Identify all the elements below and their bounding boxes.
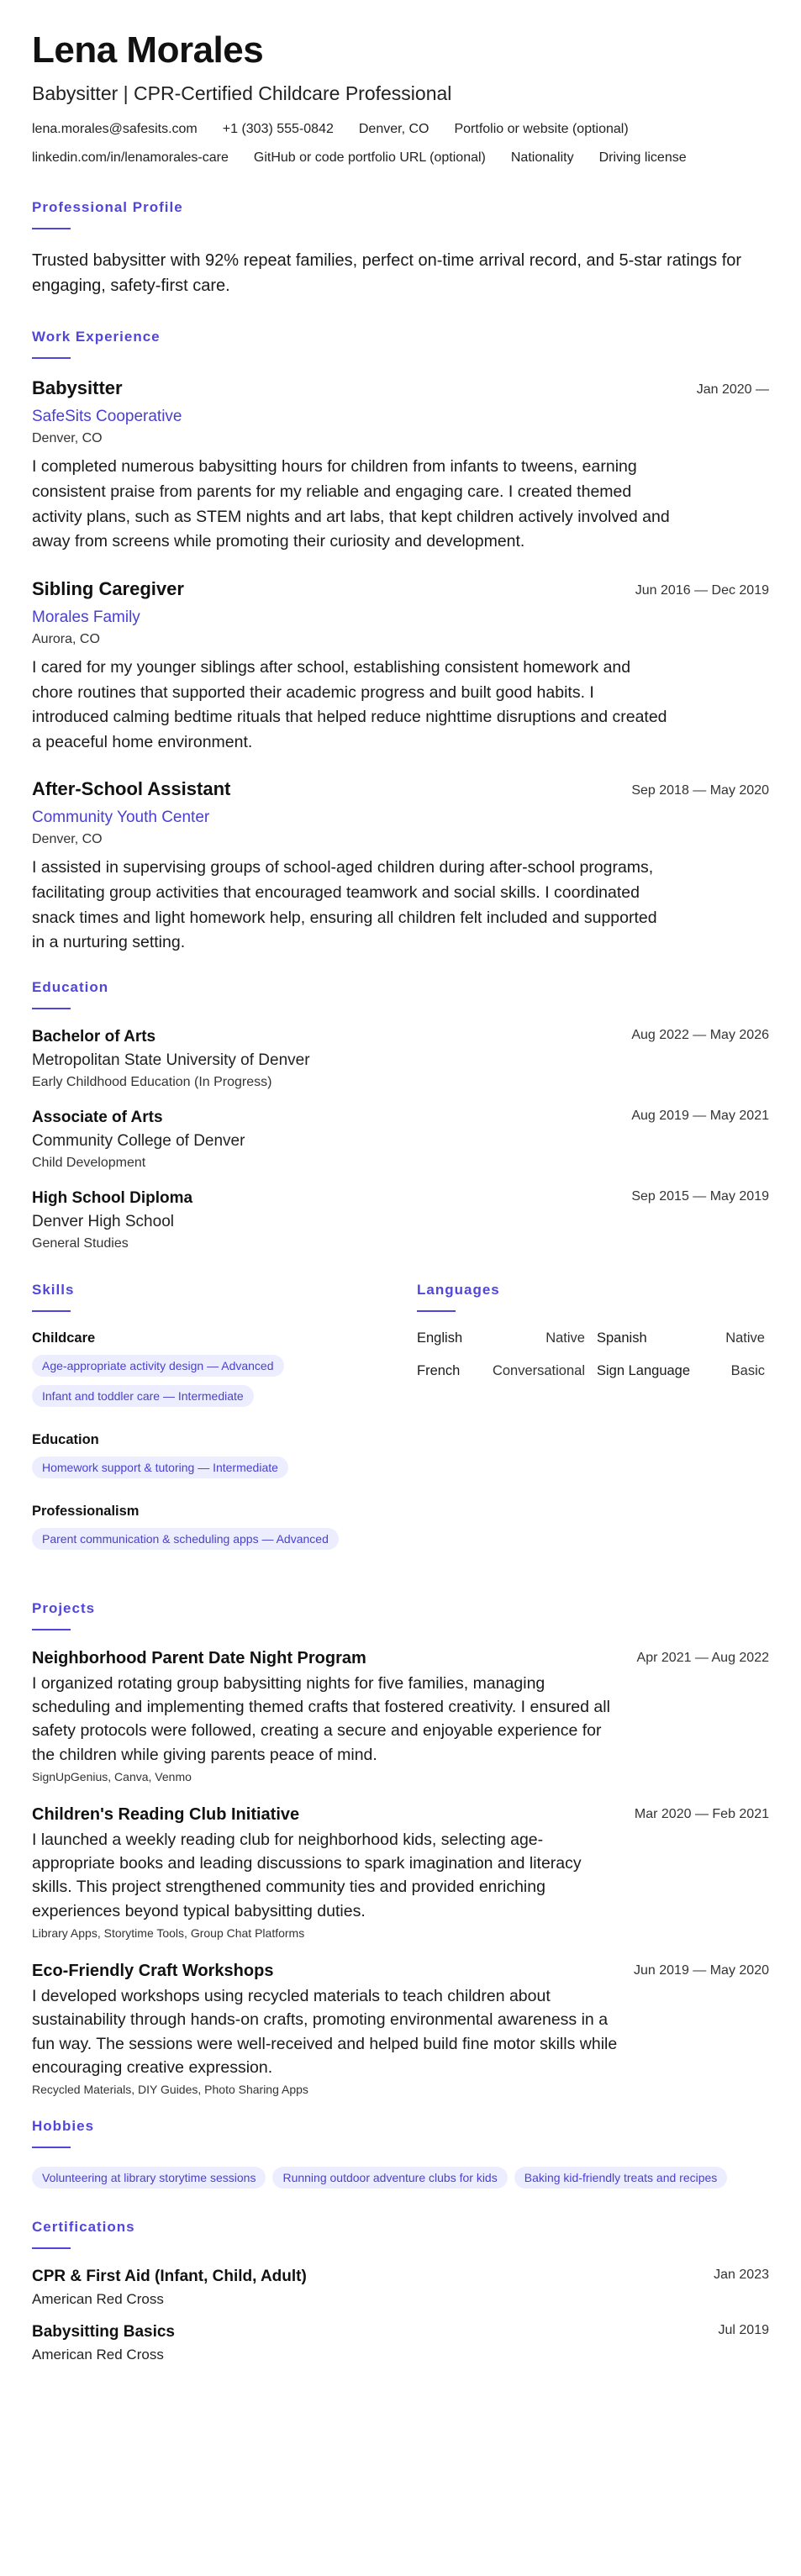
job-dates: Jan 2020 — [696, 382, 769, 398]
experience-section [32, 329, 769, 956]
skills-languages-row [32, 1282, 769, 1575]
section-divider [32, 2147, 71, 2148]
candidate-headline: Babysitter | CPR-Certified Childcare Professional [32, 82, 452, 105]
job-list [32, 377, 769, 956]
hobby-tags [32, 2167, 769, 2197]
profile-summary: Trusted babysitter with 92% repeat families, perfect on-time arrival record, and 5-star ratings for engaging, safety-first care. [32, 251, 742, 296]
skill-tags [32, 1528, 417, 1558]
project-tools: Library Apps, Storytime Tools, Group Chat Platforms [32, 1926, 305, 1941]
profile-section [32, 199, 769, 298]
certification-entry [32, 2268, 769, 2308]
project-entry [32, 1805, 769, 1940]
project-description: I launched a weekly reading club for neighborhood kids, selecting age-appropriate books and leading discussions to spark imagination and literacy skills. This project strengthened community ties and provided enriching experiences beyond typical babysitting duties. [32, 1830, 582, 1920]
contact-location: Denver, CO [358, 122, 429, 137]
degree-title: Associate of Arts [32, 1108, 163, 1126]
language-name: French [417, 1362, 461, 1378]
language-name: Sign Language [597, 1362, 691, 1378]
certification-entry [32, 2323, 769, 2363]
job-dates: Jun 2016 — Dec 2019 [635, 582, 769, 598]
certification-name: CPR & First Aid (Infant, Child, Adult) [32, 2268, 307, 2286]
job-dates: Sep 2018 — May 2020 [631, 783, 769, 798]
certification-list [32, 2268, 769, 2363]
degree-title: High School Diploma [32, 1188, 193, 1207]
hobby-tag: Volunteering at library storytime sessions [32, 2167, 266, 2189]
project-header [32, 1649, 769, 1668]
certification-name: Babysitting Basics [32, 2323, 175, 2342]
job-location: Aurora, CO [32, 631, 100, 646]
section-divider [32, 228, 71, 229]
skill-tags [32, 1457, 417, 1487]
project-entry [32, 1962, 769, 2096]
skill-tag: Age-appropriate activity design — Advanced [32, 1355, 284, 1377]
section-divider [32, 357, 71, 359]
project-header [32, 1805, 769, 1825]
skill-tag: Homework support & tutoring — Intermediate [32, 1457, 288, 1478]
field-of-study: Child Development [32, 1155, 146, 1170]
job-header [32, 578, 769, 647]
job-title: Babysitter [32, 377, 123, 399]
job-title: After-School Assistant [32, 778, 231, 800]
education-entry [32, 1189, 769, 1251]
section-title: Languages [417, 1281, 500, 1298]
section-title: Professional Profile [32, 199, 183, 216]
language-name: English [417, 1330, 463, 1346]
section-title: Certifications [32, 2219, 135, 2236]
section-divider [32, 1629, 71, 1630]
skill-category: Professionalism [32, 1503, 140, 1519]
project-title: Children's Reading Club Initiative [32, 1804, 300, 1824]
school-name: Metropolitan State University of Denver [32, 1051, 310, 1069]
field-of-study: Early Childhood Education (In Progress) [32, 1074, 272, 1089]
school-name: Community College of Denver [32, 1131, 245, 1150]
candidate-name: Lena Morales [32, 29, 264, 71]
job-header [32, 377, 769, 446]
section-divider [32, 1310, 71, 1312]
projects-section [32, 1600, 769, 2096]
language-item [417, 1363, 585, 1379]
project-list [32, 1649, 769, 2096]
degree-title: Bachelor of Arts [32, 1027, 156, 1046]
job-entry [32, 377, 769, 555]
hobbies-section [32, 2118, 769, 2197]
project-description: I organized rotating group babysitting nights for five families, managing scheduling and implementing themed crafts that fostered creativity. I ensured all safety protocols were followed, creating a secure and enjoyable experience for the children while giving parents peace of mind. [32, 1673, 610, 1764]
project-description: I developed workshops using recycled materials to teach children about sustainability through hands-on crafts, promoting environmental awareness in a fun way. The sessions were well-received and helped build fine motor skills while encouraging creative expression. [32, 1987, 618, 2077]
language-item [597, 1330, 765, 1346]
project-entry [32, 1649, 769, 1783]
education-entry [32, 1109, 769, 1171]
job-description: I assisted in supervising groups of school-aged children during after-school programs, facilitating group activities that encouraged teamwork and social skills. I coordinated snack times and light homework help, ensuring all children felt included and supported in a nurturing setting. [32, 858, 657, 952]
education-entry [32, 1028, 769, 1090]
education-dates: Aug 2022 — May 2026 [631, 1027, 769, 1042]
certification-date: Jul 2019 [718, 2323, 769, 2338]
language-list [417, 1330, 769, 1379]
job-organization: SafeSits Cooperative [32, 408, 182, 426]
education-section [32, 979, 769, 1251]
project-dates: Jun 2019 — May 2020 [634, 1963, 769, 1978]
contact-list [32, 122, 769, 179]
contact-github[interactable]: GitHub or code portfolio URL (optional) [253, 150, 486, 166]
contact-portfolio[interactable]: Portfolio or website (optional) [454, 122, 629, 137]
section-divider [32, 2247, 71, 2249]
language-name: Spanish [597, 1330, 647, 1346]
resume-header [32, 30, 769, 179]
job-title: Sibling Caregiver [32, 577, 184, 599]
language-item [417, 1330, 585, 1346]
certifications-section [32, 2219, 769, 2363]
project-tools: SignUpGenius, Canva, Venmo [32, 1769, 192, 1783]
project-tools: Recycled Materials, DIY Guides, Photo Sharing Apps [32, 2083, 308, 2097]
section-divider [417, 1310, 456, 1312]
certification-header [32, 2323, 769, 2342]
job-location: Denver, CO [32, 431, 103, 446]
education-header [32, 1189, 769, 1208]
certification-header [32, 2268, 769, 2286]
hobby-tag: Running outdoor adventure clubs for kids [272, 2167, 507, 2189]
education-dates: Sep 2015 — May 2019 [631, 1188, 769, 1204]
section-title: Projects [32, 1599, 96, 1616]
certification-issuer: American Red Cross [32, 2347, 164, 2363]
job-header-left [32, 778, 230, 847]
skill-group [32, 1432, 417, 1487]
job-location: Denver, CO [32, 832, 103, 847]
section-title: Hobbies [32, 2118, 95, 2135]
contact-phone[interactable]: +1 (303) 555-0842 [222, 122, 334, 137]
job-description: I cared for my younger siblings after school, establishing consistent homework and chore routines that supported their academic progress and built good habits. I introduced calming bedtime rituals that helped reduce nighttime disruptions and created a peaceful home environment. [32, 657, 667, 751]
job-entry [32, 578, 769, 756]
job-header-left [32, 578, 184, 647]
skill-group [32, 1330, 417, 1415]
job-organization: Morales Family [32, 608, 140, 626]
contact-driving-license: Driving license [598, 150, 687, 166]
project-title: Eco-Friendly Craft Workshops [32, 1962, 274, 1981]
section-title: Education [32, 978, 109, 995]
contact-nationality: Nationality [510, 150, 574, 166]
certification-issuer: American Red Cross [32, 2291, 164, 2308]
education-header [32, 1028, 769, 1046]
project-dates: Mar 2020 — Feb 2021 [634, 1806, 769, 1821]
language-level: Basic [730, 1362, 765, 1378]
project-title: Neighborhood Parent Date Night Program [32, 1648, 366, 1667]
education-dates: Aug 2019 — May 2021 [631, 1108, 769, 1123]
language-item [597, 1363, 765, 1379]
skill-groups [32, 1330, 417, 1558]
section-title: Skills [32, 1281, 75, 1298]
education-list [32, 1028, 769, 1251]
job-header [32, 778, 769, 847]
project-header [32, 1962, 769, 1981]
skill-category: Education [32, 1431, 99, 1447]
contact-linkedin[interactable]: linkedin.com/in/lenamorales-care [32, 150, 229, 166]
section-divider [32, 1008, 71, 1009]
skill-category: Childcare [32, 1330, 96, 1346]
school-name: Denver High School [32, 1212, 174, 1230]
language-level: Native [725, 1330, 765, 1346]
language-level: Native [545, 1330, 585, 1346]
contact-email[interactable]: lena.morales@safesits.com [32, 122, 198, 137]
skill-group [32, 1504, 417, 1558]
skill-tag: Parent communication & scheduling apps — Advanced [32, 1528, 339, 1550]
job-entry [32, 778, 769, 956]
language-level: Conversational [492, 1362, 585, 1378]
field-of-study: General Studies [32, 1235, 129, 1251]
section-title: Work Experience [32, 329, 161, 345]
languages-section [417, 1282, 769, 1575]
certification-date: Jan 2023 [714, 2268, 769, 2283]
job-organization: Community Youth Center [32, 809, 210, 827]
job-description: I completed numerous babysitting hours for children from infants to tweens, earning consistent praise from parents for my reliable and engaging care. I created themed activity plans, such as STEM nights and art labs, that kept children actively involved and away from screens while promoting their curiosity and development. [32, 457, 670, 551]
skills-section [32, 1282, 417, 1575]
hobby-tag: Baking kid-friendly treats and recipes [514, 2167, 728, 2189]
job-header-left [32, 377, 182, 446]
project-dates: Apr 2021 — Aug 2022 [636, 1650, 769, 1665]
education-header [32, 1109, 769, 1127]
skill-tags [32, 1355, 417, 1415]
skill-tag: Infant and toddler care — Intermediate [32, 1385, 254, 1407]
